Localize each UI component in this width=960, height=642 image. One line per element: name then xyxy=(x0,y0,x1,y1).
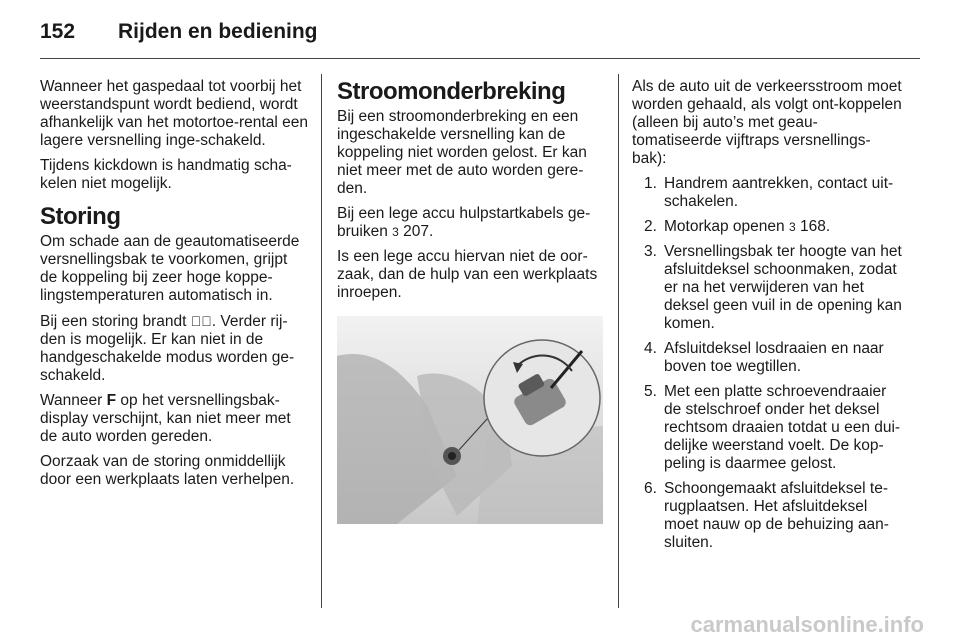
column-divider-1 xyxy=(321,74,322,608)
display-f-letter: F xyxy=(106,392,117,409)
section-title: Rijden en bediening xyxy=(118,20,318,43)
paragraph-decouple-intro: Als de auto uit de verkeersstroom moet worden gehaald, als volgt ont-koppelen (alleen bij auto’s met geau-tomatiseerde vijftraps versnellings-bak): xyxy=(632,78,902,167)
paragraph-power-failure: Bij een stroomonderbreking en een ingeschakelde versnelling kan de koppeling niet worden gelost. Er kan niet meer met de auto worden gere-den. xyxy=(337,108,587,197)
column-divider-2 xyxy=(618,74,619,608)
list-item: 1. Handrem aantrekken, contact uit-schakelen. xyxy=(644,175,894,210)
column-right xyxy=(632,78,902,559)
engine-bay-drawing xyxy=(337,316,603,524)
paragraph-fault-lamp: Bij een storing brandt ⊲⃝. Verder rij-den is mogelijk. Er kan niet in de handgeschakelde modus worden ge-schakeld. xyxy=(40,313,295,384)
page-header xyxy=(40,20,920,52)
list-item: 6. Schoongemaakt afsluitdeksel te-rugplaatsen. Het afsluitdeksel moet nauw op de behuizing aan-sluiten. xyxy=(644,480,889,551)
list-item: 3. Versnellingsbak ter hoogte van het afsluitdeksel schoonmaken, zodat er na het verwijderen van het deksel geen vuil in de opening kan komen. xyxy=(644,243,902,332)
heading-storing: Storing xyxy=(40,203,121,230)
paragraph-clutch-protection: Om schade aan de geautomatiseerde versnellingsbak te voorkomen, grijpt de koppeling bij zeer hoge koppe-lingstemperaturen automatisch in. xyxy=(40,233,300,304)
list-item: 2. Motorkap openen 3 168. xyxy=(644,218,831,235)
paragraph-repair: Oorzaak van de storing onmiddellijk door een werkplaats laten verhelpen. xyxy=(40,453,295,488)
paragraph-display-f: Wanneer F op het versnellingsbak-display verschijnt, kan niet meer met de auto worden gereden. xyxy=(40,392,291,445)
page-reference-icon: 3 xyxy=(392,225,399,239)
list-item: 5. Met een platte schroevendraaier de stelschroef onder het deksel rechtsom draaien totdat u een dui-delijke weerstand voelt. De kop-peling is daarmee gelost. xyxy=(644,383,901,472)
watermark: carmanualsonline.info xyxy=(690,612,924,637)
header-divider xyxy=(40,58,920,59)
decouple-steps-list xyxy=(632,175,902,552)
column-left xyxy=(40,78,308,496)
paragraph-kickdown-manual: Tijdens kickdown is handmatig scha-kelen niet mogelijk. xyxy=(40,157,292,192)
heading-stroomonderbreking: Stroomonderbreking xyxy=(337,78,566,105)
paragraph-workshop-help: Is een lege accu hiervan niet de oor-zaak, dan de hulp van een werkplaats inroepen. xyxy=(337,248,598,301)
list-item: 4. Afsluitdeksel losdraaien en naar boven toe wegtillen. xyxy=(644,340,884,375)
paragraph-jump-start: Bij een lege accu hulpstartkabels ge-bruiken 3 207. xyxy=(337,205,591,240)
column-middle xyxy=(337,78,603,524)
page-reference-icon: 3 xyxy=(788,220,796,234)
gearbox-illustration xyxy=(337,316,603,524)
paragraph-kickdown-shift: Wanneer het gaspedaal tot voorbij het weerstandspunt wordt bediend, wordt afhankelijk van het motortoe-rental een lagere versnelling inge-schakeld. xyxy=(40,78,308,149)
page-number: 152 xyxy=(40,20,76,43)
gearbox-warning-icon: ⊲⃝ xyxy=(190,313,212,329)
